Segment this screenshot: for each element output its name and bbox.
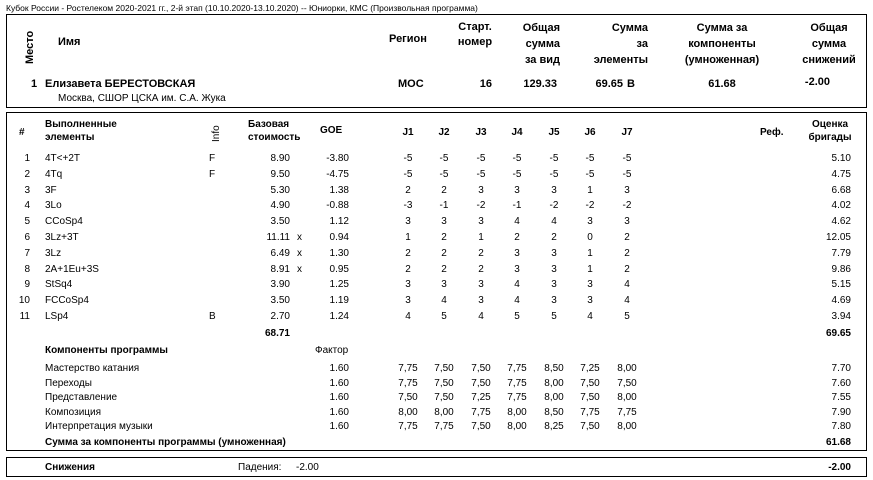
- judge-score: 5: [514, 311, 520, 322]
- judge-score: 3: [514, 184, 520, 196]
- judge-score: 1: [587, 184, 593, 196]
- pcs-header: [672, 20, 772, 68]
- component-name: Композиция: [45, 406, 102, 418]
- component-judge-score: 7,75: [507, 377, 527, 389]
- deductions-label: Снижения: [45, 462, 95, 473]
- component-judge-score: 8,00: [507, 421, 527, 433]
- element-goe: 1.24: [329, 311, 349, 322]
- judge-score: -3: [403, 200, 413, 212]
- element-base-value: 9.50: [270, 168, 290, 180]
- component-judge-score: 8,00: [544, 377, 564, 389]
- judge-score: 5: [551, 311, 557, 322]
- judge-header-6: J6: [584, 127, 596, 138]
- component-judge-score: 7,75: [398, 421, 418, 433]
- judge-score: -1: [512, 200, 522, 212]
- component-panel-score: 7.90: [831, 406, 851, 418]
- deductions-header-line3: снижений: [802, 54, 856, 66]
- deductions-value: -2.00: [804, 76, 830, 88]
- pcs-header-line2: компоненты: [688, 38, 756, 50]
- start-header: [452, 20, 498, 50]
- judge-score: 4: [514, 295, 520, 307]
- element-code: FCCoSp4: [45, 295, 89, 307]
- element-bonus-flag: x: [297, 232, 302, 243]
- component-judge-score: 8,25: [544, 421, 564, 433]
- components-total: 61.68: [825, 437, 851, 448]
- element-panel-score: 4.75: [831, 168, 851, 180]
- judge-score: 2: [624, 247, 630, 259]
- element-base-value: 6.49: [270, 247, 290, 259]
- element-bonus-flag: x: [297, 247, 302, 259]
- total-value: 129.33: [523, 78, 557, 90]
- goe-header: GOE: [320, 125, 343, 136]
- element-base-value: 3.50: [270, 216, 290, 228]
- element-code: StSq4: [45, 279, 73, 291]
- judge-score: -2: [585, 200, 595, 212]
- component-judge-score: 7,50: [471, 377, 491, 389]
- judge-score: 4: [624, 279, 630, 291]
- pcs-value: 61.68: [708, 78, 736, 90]
- skater-name: Елизавета БЕРЕСТОВСКАЯ: [45, 78, 196, 90]
- element-number: 6: [24, 232, 30, 243]
- element-goe: -4.75: [326, 168, 349, 180]
- judge-score: 4: [478, 311, 484, 322]
- component-judge-score: 8,00: [544, 392, 564, 404]
- judge-score: 1: [405, 232, 411, 243]
- element-code: 4T<+2T: [45, 153, 81, 164]
- element-code: 3Lz: [45, 247, 62, 259]
- component-name: Мастерство катания: [45, 363, 140, 374]
- judge-score: 3: [624, 184, 630, 196]
- judge-score: 2: [624, 232, 630, 243]
- competition-title: Кубок России - Ростелеком 2020-2021 гг., 2-й этап (10.10.2020-13.10.2020) -- Юниорки, КМС (Произвольная программа): [6, 3, 478, 13]
- element-panel-score: 12.05: [825, 232, 851, 243]
- component-judge-score: 7,50: [617, 377, 637, 389]
- element-panel-score: 3.94: [831, 311, 851, 322]
- judge-header-1: J1: [402, 127, 414, 138]
- tes-header-line2: за: [636, 38, 648, 50]
- element-number: 9: [24, 279, 30, 291]
- judge-score: 1: [478, 232, 484, 243]
- judge-score: 3: [405, 295, 411, 307]
- judge-score: 3: [551, 295, 557, 307]
- judge-header-7: J7: [621, 127, 633, 138]
- judge-header-5: J5: [548, 127, 560, 138]
- elements-header-line1: Выполненные: [45, 119, 117, 130]
- deductions-header: [794, 20, 864, 68]
- judge-score: -5: [439, 168, 449, 180]
- judge-score: 3: [478, 295, 484, 307]
- element-info: F: [209, 153, 216, 164]
- judge-score: 2: [441, 247, 447, 259]
- component-judge-score: 7,50: [398, 392, 418, 404]
- judge-score: 3: [587, 295, 593, 307]
- judge-score: -5: [549, 168, 559, 180]
- falls-label: Падения:: [238, 462, 282, 473]
- judge-score: 3: [551, 184, 557, 196]
- judge-score: 2: [624, 263, 630, 275]
- tes-header-line3: элементы: [593, 54, 648, 66]
- component-judge-score: 7,50: [471, 421, 491, 433]
- judge-score: 3: [405, 216, 411, 228]
- judge-score: 2: [478, 247, 484, 259]
- judge-score: 4: [587, 311, 593, 322]
- element-base-value: 8.90: [270, 153, 290, 164]
- judge-score: 4: [405, 311, 411, 322]
- score-header: [800, 118, 860, 144]
- element-goe: 0.94: [329, 232, 349, 243]
- judge-score: 3: [587, 216, 593, 228]
- component-judge-score: 7,50: [580, 377, 600, 389]
- element-info: F: [209, 168, 216, 180]
- judge-score: 3: [478, 216, 484, 228]
- component-judge-score: 7,75: [398, 377, 418, 389]
- element-goe: -3.80: [326, 153, 349, 164]
- element-number: 11: [19, 311, 30, 322]
- element-code: 3F: [45, 184, 57, 196]
- element-panel-score: 4.69: [831, 295, 851, 307]
- judge-score: -2: [549, 200, 559, 212]
- element-goe: -0.88: [326, 200, 349, 212]
- judge-score: 2: [405, 247, 411, 259]
- element-base-value: 2.70: [270, 311, 290, 322]
- region-value: МОС: [398, 78, 424, 90]
- element-base-value: 11.11: [266, 232, 290, 243]
- judge-score: -1: [439, 200, 449, 212]
- judge-header-3: J3: [475, 127, 487, 138]
- region-header: Регион: [389, 33, 427, 45]
- element-number: 2: [24, 168, 30, 180]
- element-goe: 1.38: [329, 184, 349, 196]
- component-judge-score: 8,00: [434, 406, 454, 418]
- element-goe: 1.19: [329, 295, 349, 307]
- component-judge-score: 7,75: [507, 392, 527, 404]
- element-panel-score: 4.62: [831, 216, 851, 228]
- judge-score: -2: [476, 200, 486, 212]
- component-name: Представление: [45, 392, 118, 404]
- judge-score: 3: [478, 184, 484, 196]
- elements-header-line2: элементы: [45, 132, 95, 143]
- component-judge-score: 7,50: [434, 377, 454, 389]
- tes-flag: B: [627, 78, 635, 90]
- component-panel-score: 7.80: [831, 421, 851, 433]
- judge-score: 3: [514, 263, 520, 275]
- base-header: [248, 118, 300, 144]
- component-name: Переходы: [45, 377, 92, 389]
- element-base-value: 4.90: [270, 200, 290, 212]
- tes-total: 69.65: [825, 328, 851, 339]
- judge-score: 4: [624, 295, 630, 307]
- element-code: LSp4: [45, 311, 69, 322]
- component-judge-score: 8,00: [507, 406, 527, 418]
- base-total: 68.71: [264, 328, 290, 339]
- component-judge-score: 7,75: [617, 406, 637, 418]
- judge-score: 3: [587, 279, 593, 291]
- component-judge-score: 7,50: [580, 392, 600, 404]
- deductions-header-line1: Общая: [810, 22, 848, 34]
- base-header-line2: стоимость: [248, 132, 301, 143]
- element-panel-score: 9.86: [831, 263, 851, 275]
- base-header-line1: Базовая: [248, 119, 290, 130]
- judge-score: 1: [587, 247, 593, 259]
- element-code: 2A+1Eu+3S: [45, 263, 99, 275]
- judge-score: 2: [514, 232, 520, 243]
- element-code: 3Lo: [45, 200, 62, 212]
- element-number: 5: [24, 216, 30, 228]
- component-judge-score: 8,00: [617, 363, 637, 374]
- component-judge-score: 7,25: [471, 392, 491, 404]
- deductions-box: [6, 457, 867, 477]
- component-judge-score: 7,50: [471, 363, 491, 374]
- num-header: #: [19, 127, 25, 138]
- component-judge-score: 7,25: [580, 363, 600, 374]
- element-panel-score: 5.15: [831, 279, 851, 291]
- element-base-value: 5.30: [270, 184, 290, 196]
- component-panel-score: 7.70: [831, 363, 851, 374]
- judge-score: -5: [512, 168, 522, 180]
- component-factor: 1.60: [329, 421, 349, 433]
- component-judge-score: 7,50: [434, 392, 454, 404]
- elements-header: [45, 118, 117, 144]
- element-number: 8: [24, 263, 30, 275]
- judge-score: 3: [405, 279, 411, 291]
- component-factor: 1.60: [329, 392, 349, 404]
- element-panel-score: 4.02: [831, 200, 851, 212]
- start-no-value: 16: [479, 78, 492, 90]
- element-code: CCoSp4: [45, 216, 83, 228]
- pcs-header-line3: (умноженная): [684, 54, 760, 66]
- components-header: Компоненты программы: [45, 345, 168, 356]
- judge-score: 0: [587, 232, 593, 243]
- judge-score: 3: [514, 247, 520, 259]
- component-factor: 1.60: [329, 406, 349, 418]
- component-factor: 1.60: [329, 377, 349, 389]
- component-name: Интерпретация музыки: [45, 421, 153, 433]
- judge-score: -5: [403, 153, 413, 164]
- judge-score: -5: [512, 153, 522, 164]
- judge-score: 2: [441, 263, 447, 275]
- component-judge-score: 7,50: [434, 363, 454, 374]
- judge-score: -5: [622, 168, 632, 180]
- element-number: 4: [24, 200, 30, 212]
- component-factor: 1.60: [329, 363, 349, 374]
- component-judge-score: 7,75: [398, 363, 418, 374]
- element-goe: 1.12: [329, 216, 349, 228]
- judge-header-2: J2: [438, 127, 450, 138]
- element-goe: 1.30: [329, 247, 349, 259]
- skater-club: Москва, СШОР ЦСКА им. С.А. Жука: [58, 93, 226, 104]
- total-header-line2: сумма: [525, 38, 560, 50]
- deductions-header-line2: сумма: [811, 38, 847, 50]
- element-goe: 1.25: [329, 279, 349, 291]
- judge-score: 4: [514, 279, 520, 291]
- judge-score: 3: [551, 247, 557, 259]
- judge-score: 3: [478, 279, 484, 291]
- judge-score: 2: [441, 232, 447, 243]
- element-goe: 0.95: [329, 263, 349, 275]
- deductions-total: -2.00: [828, 462, 851, 473]
- component-judge-score: 8,00: [617, 421, 637, 433]
- start-header-line2: номер: [457, 36, 493, 48]
- judge-score: 4: [551, 216, 557, 228]
- component-panel-score: 7.55: [831, 392, 851, 404]
- judge-score: -5: [549, 153, 559, 164]
- judge-score: 5: [624, 311, 630, 322]
- judge-score: -5: [585, 153, 595, 164]
- info-header: Info: [211, 125, 222, 142]
- judge-score: -5: [476, 168, 486, 180]
- judge-score: -2: [622, 200, 632, 212]
- component-judge-score: 8,50: [544, 363, 564, 374]
- judge-score: -5: [439, 153, 449, 164]
- place-header: Место: [24, 30, 36, 64]
- element-base-value: 3.90: [270, 279, 290, 291]
- start-header-line1: Старт.: [458, 21, 492, 33]
- tes-header: [580, 20, 648, 68]
- judge-score: 4: [514, 216, 520, 228]
- element-panel-score: 7.79: [831, 247, 851, 259]
- element-number: 3: [24, 184, 30, 196]
- judge-score: 4: [441, 295, 447, 307]
- element-code: 3Lz+3T: [45, 232, 79, 243]
- judge-score: 3: [624, 216, 630, 228]
- component-panel-score: 7.60: [831, 377, 851, 389]
- judge-score: 2: [478, 263, 484, 275]
- components-total-label: Сумма за компоненты программы (умноженная): [45, 437, 286, 448]
- total-header: [500, 20, 560, 68]
- judge-score: 2: [405, 263, 411, 275]
- element-base-value: 3.50: [270, 295, 290, 307]
- judge-score: 3: [441, 216, 447, 228]
- factor-header: Фактор: [315, 345, 349, 356]
- judge-score: 2: [405, 184, 411, 196]
- score-header-line2: бригады: [808, 132, 852, 143]
- component-judge-score: 7,75: [434, 421, 454, 433]
- name-header: Имя: [58, 36, 81, 48]
- judge-score: -5: [585, 168, 595, 180]
- judge-score: 3: [551, 279, 557, 291]
- component-judge-score: 8,00: [398, 406, 418, 418]
- element-panel-score: 6.68: [831, 184, 851, 196]
- judge-score: -5: [403, 168, 413, 180]
- judge-score: 3: [441, 279, 447, 291]
- score-header-line1: Оценка: [811, 119, 849, 130]
- tes-value: 69.65: [595, 78, 623, 90]
- judge-score: -5: [622, 153, 632, 164]
- judge-header-4: J4: [511, 127, 523, 138]
- element-code: 4Tq: [45, 168, 63, 180]
- judge-score: 2: [441, 184, 447, 196]
- component-judge-score: 8,00: [617, 392, 637, 404]
- total-header-line1: Общая: [522, 22, 560, 34]
- judge-score: 1: [587, 263, 593, 275]
- judge-score: 2: [551, 232, 557, 243]
- judge-score: 5: [441, 311, 447, 322]
- component-judge-score: 7,75: [580, 406, 600, 418]
- total-header-line3: за вид: [524, 54, 560, 66]
- element-panel-score: 5.10: [831, 153, 851, 164]
- component-judge-score: 7,50: [580, 421, 600, 433]
- element-number: 7: [24, 247, 30, 259]
- place-value: 1: [31, 78, 38, 90]
- element-info: B: [209, 311, 216, 322]
- element-base-value: 8.91: [270, 263, 290, 275]
- element-bonus-flag: x: [297, 263, 302, 275]
- component-judge-score: 8,50: [544, 406, 564, 418]
- element-number: 10: [18, 295, 30, 307]
- judge-score: -5: [476, 153, 486, 164]
- pcs-header-line1: Сумма за: [696, 22, 748, 34]
- falls-value: -2.00: [296, 462, 319, 473]
- tes-header-line1: Сумма: [611, 22, 648, 34]
- component-judge-score: 7,75: [471, 406, 491, 418]
- element-number: 1: [24, 153, 30, 164]
- ref-header: Реф.: [760, 127, 784, 138]
- component-judge-score: 7,75: [507, 363, 527, 374]
- judge-score: 3: [551, 263, 557, 275]
